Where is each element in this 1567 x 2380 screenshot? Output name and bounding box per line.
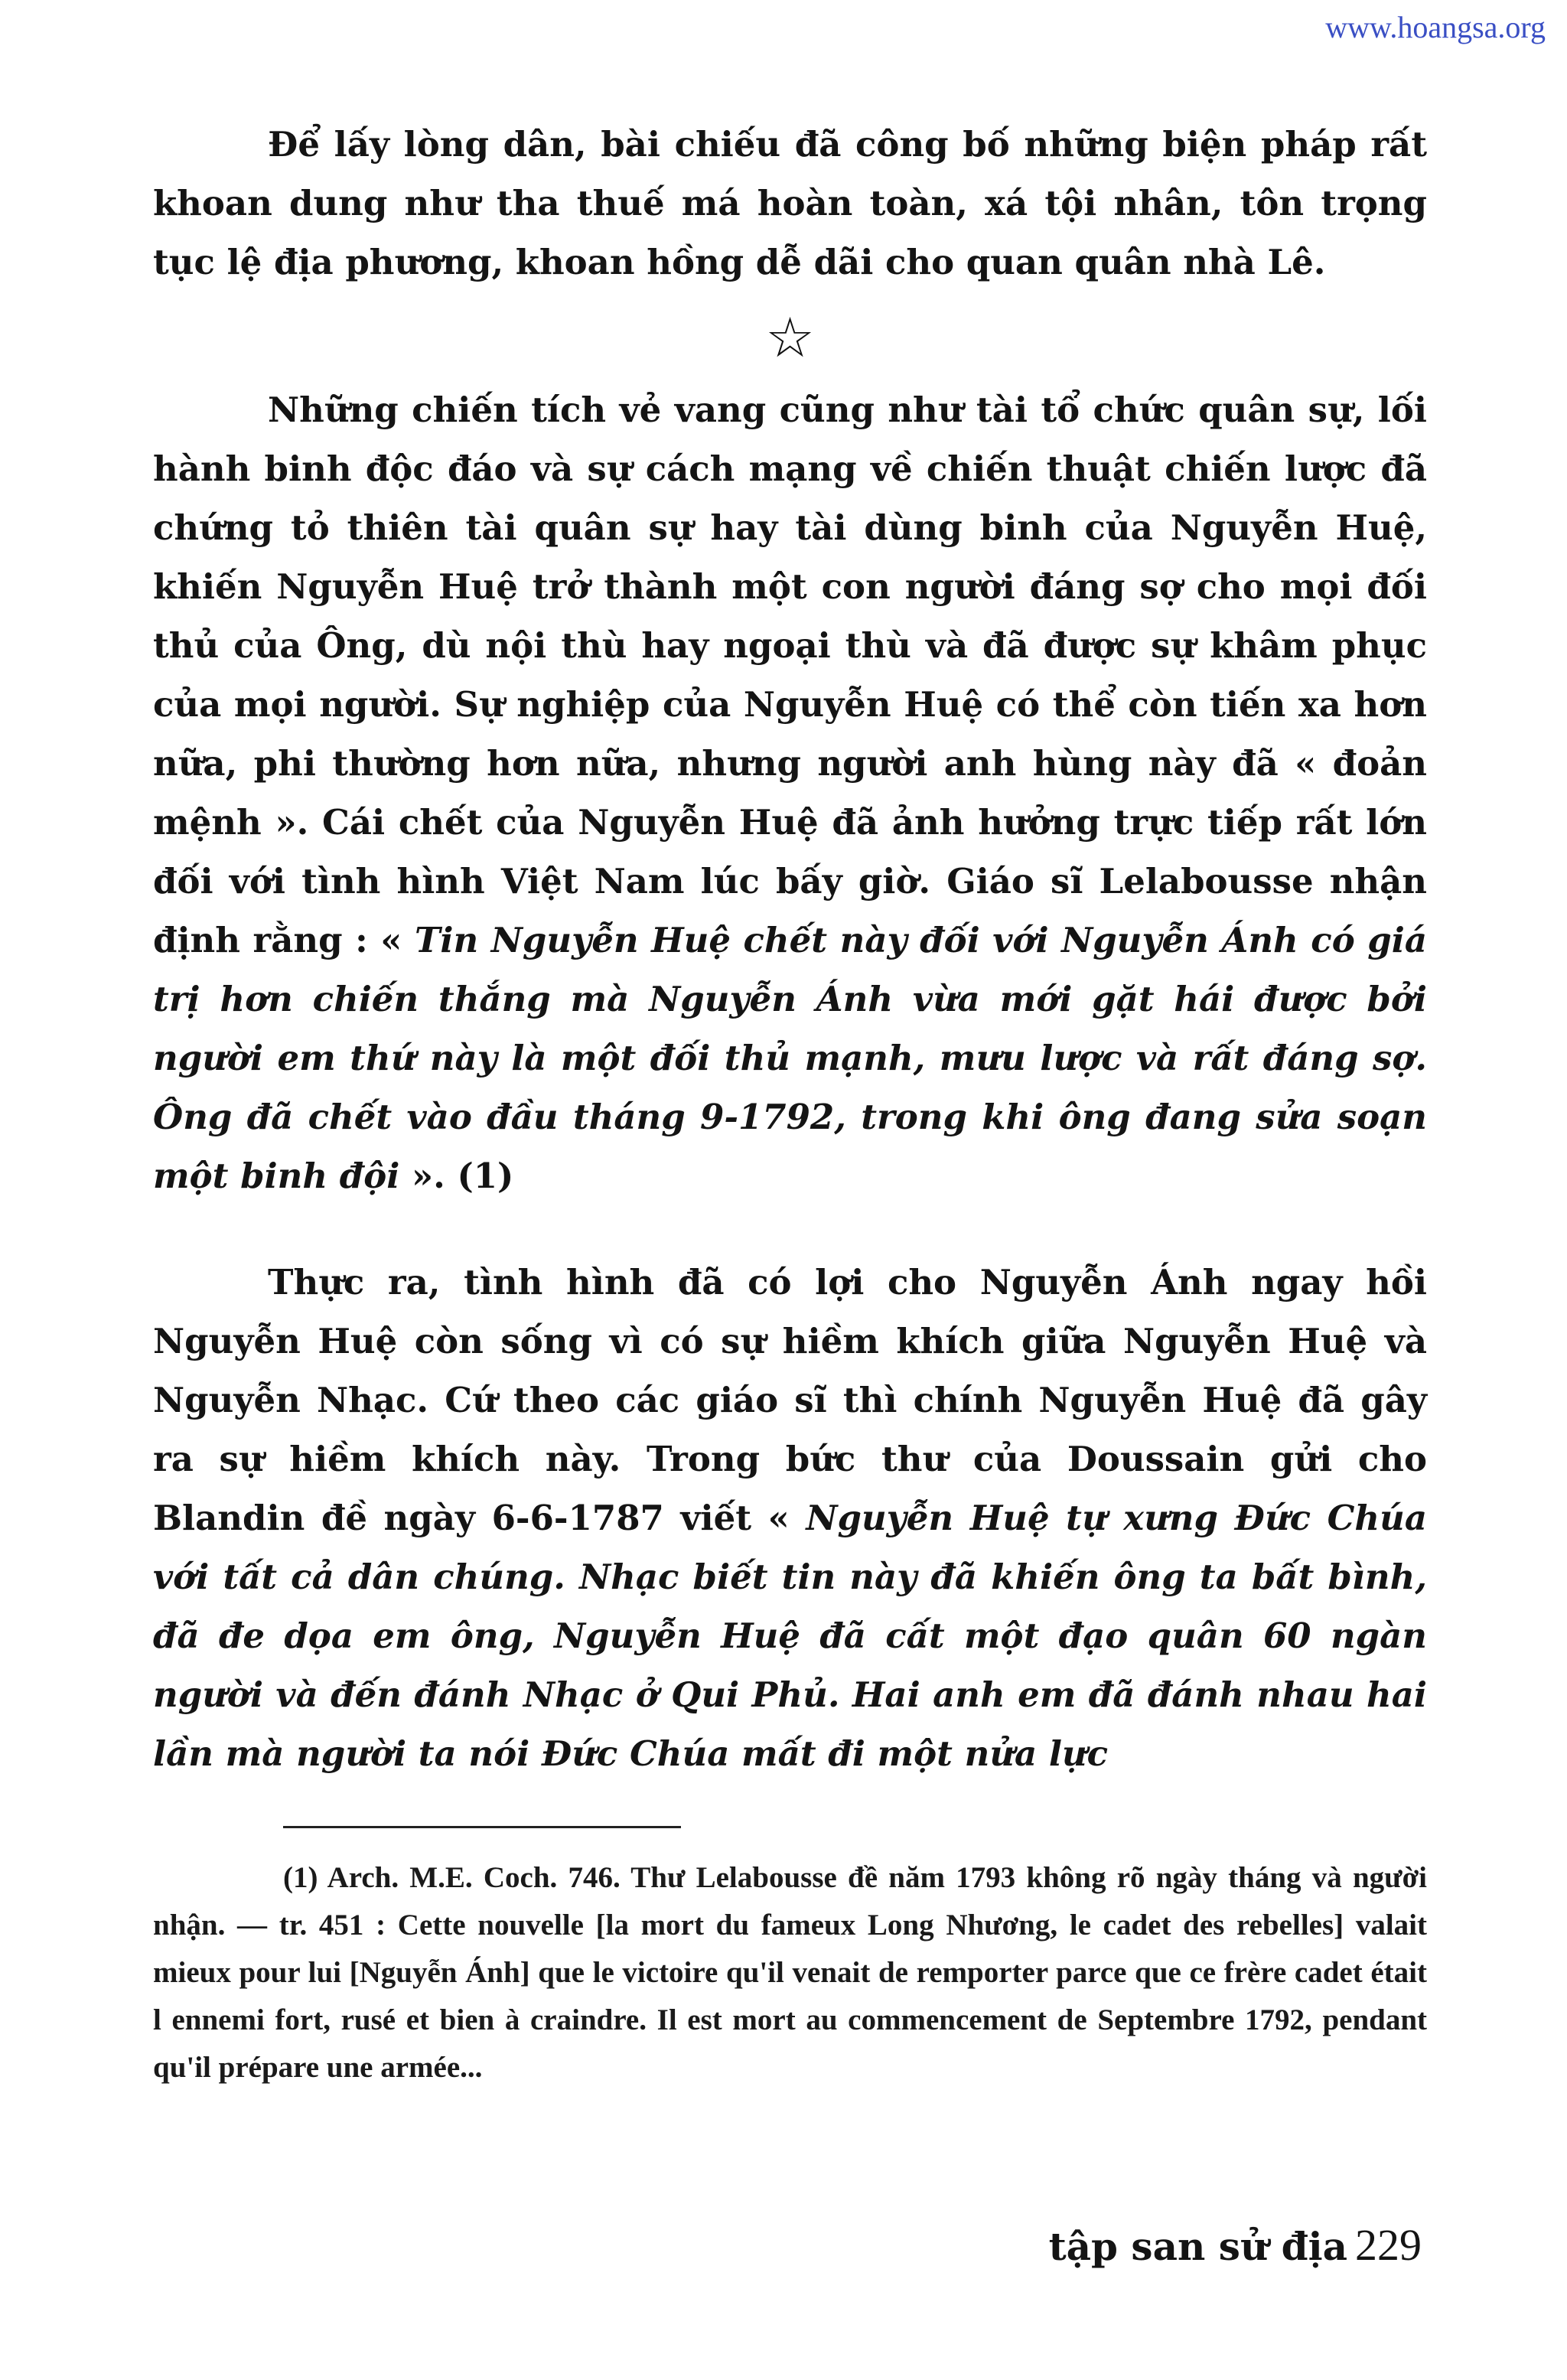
paragraph-3	[153, 1253, 1427, 1783]
page-footer	[1049, 2219, 1422, 2271]
page-body	[153, 115, 1427, 2091]
star-separator-icon: ☆	[765, 305, 815, 370]
paragraph-3-quote: Nguyễn Huệ tự xưng Đức Chúa với tất cả dân chúng. Nhạc biết tin này đã khiến ông ta bất bình, đã đe dọa em ông, Nguyễn Huệ đã cất một đạo quân 60 ngàn người và đến đánh Nhạc ở Qui Phủ. Hai anh em đã đánh nhau hai lần mà người ta nói Đức Chúa mất đi một nửa lực	[153, 1498, 1427, 1774]
paragraph-3-text: Thực ra, tình hình đã có lợi cho Nguyễn Ánh ngay hồi Nguyễn Huệ còn sống vì có sự hiềm khích giữa Nguyễn Huệ và Nguyễn Nhạc. Cứ theo các giáo sĩ thì chính Nguyễn Huệ đã gây ra sự hiềm khích này. Trong bức thư của Doussain gửi cho Blandin đề ngày 6-6-1787 viết «	[153, 1262, 1427, 1538]
footnote: (1) Arch. M.E. Coch. 746. Thư Lelabousse đề năm 1793 không rõ ngày tháng và người nhận. — tr. 451 : Cette nouvelle [la mort du fameux Long Nhương, le cadet des rebelles] valait mieux pour lui [Nguyễn Ánh] que le victoire qu'il venait de remporter parce que ce frère cadet était l ennemi fort, rusé et bien à craindre. Il est mort au commencement de Septembre 1792, pendant qu'il prépare une armée...	[153, 1861, 1427, 2084]
page-number: 229	[1355, 2220, 1422, 2270]
paragraph-1	[153, 115, 1427, 292]
paragraph-2-quote: Tin Nguyễn Huệ chết này đối với Nguyễn Ánh có giá trị hơn chiến thắng mà Nguyễn Ánh vừa mới gặt hái được bởi người em thứ này là một đối thủ mạnh, mưu lược và rất đáng sợ. Ông đã chết vào đầu tháng 9-1792, trong khi ông đang sửa soạn một binh đội	[153, 920, 1427, 1196]
paragraph-2	[153, 380, 1427, 1205]
paragraph-2-end: ». (1)	[399, 1156, 514, 1196]
site-watermark: www.hoangsa.org	[1325, 10, 1546, 44]
footnote-divider	[283, 1826, 681, 1828]
paragraph-1-text: Để lấy lòng dân, bài chiếu đã công bố những biện pháp rất khoan dung như tha thuế má hoàn toàn, xá tội nhân, tôn trọng tục lệ địa phương, khoan hồng dễ dãi cho quan quân nhà Lê.	[153, 124, 1427, 282]
publication-name: tập san sử địa	[1048, 2224, 1347, 2269]
paragraph-2-text: Những chiến tích vẻ vang cũng như tài tổ chức quân sự, lối hành binh độc đáo và sự cách mạng về chiến thuật chiến lược đã chứng tỏ thiên tài quân sự hay tài dùng binh của Nguyễn Huệ, khiến Nguyễn Huệ trở thành một con người đáng sợ cho mọi đối thủ của Ông, dù nội thù hay ngoại thù và đã được sự khâm phục của mọi người. Sự nghiệp của Nguyễn Huệ có thể còn tiến xa hơn nữa, phi thường hơn nữa, nhưng người anh hùng này đã « đoản mệnh ». Cái chết của Nguyễn Huệ đã ảnh hưởng trực tiếp rất lớn đối với tình hình Việt Nam lúc bấy giờ. Giáo sĩ Lelabousse nhận định rằng : «	[153, 390, 1427, 960]
